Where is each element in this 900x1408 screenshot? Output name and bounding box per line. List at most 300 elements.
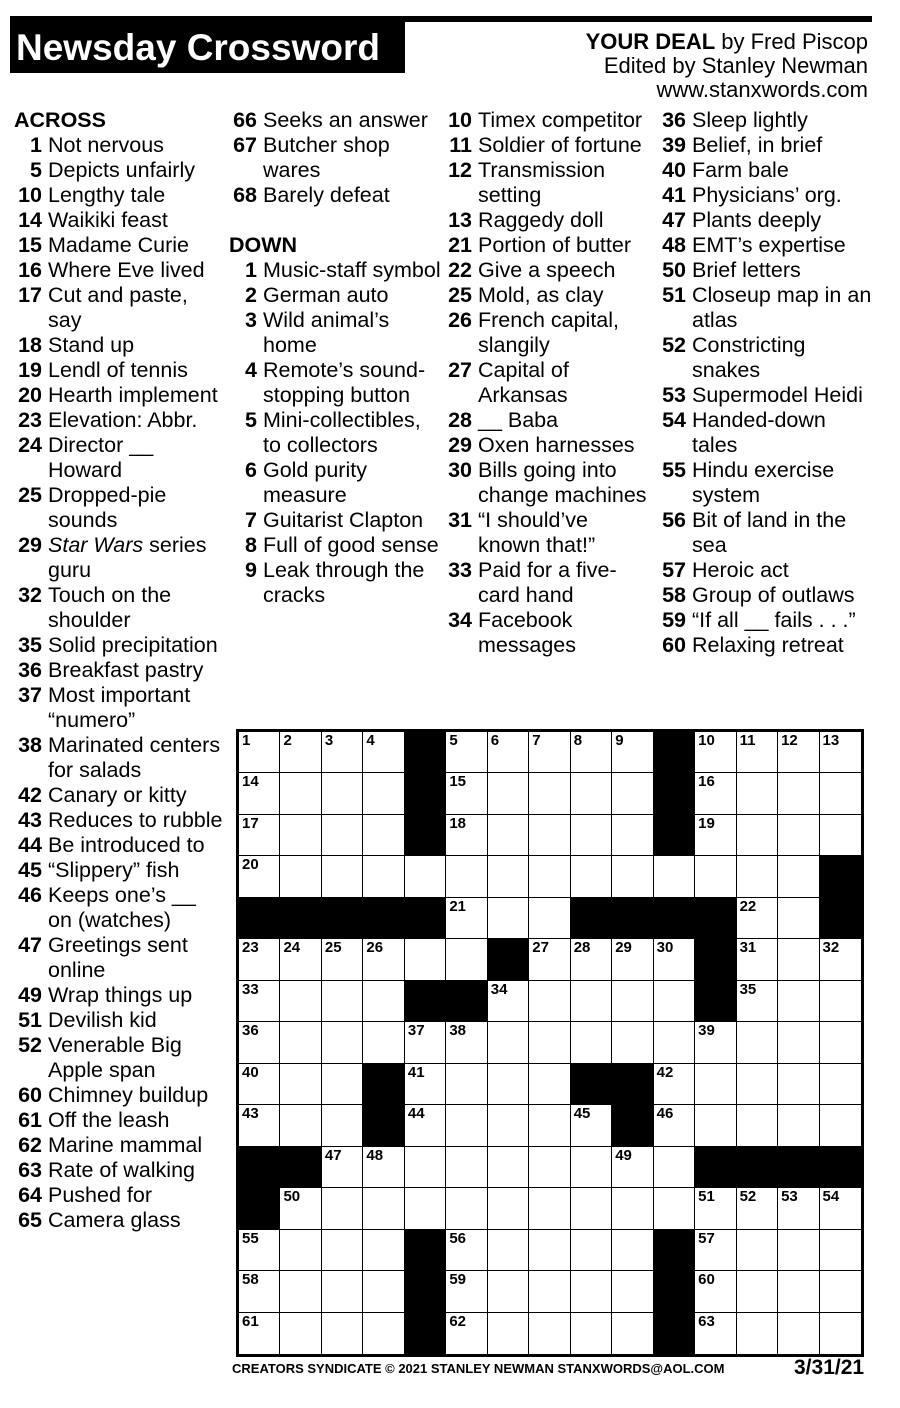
grid-cell — [405, 1147, 446, 1188]
cell-number: 44 — [407, 1105, 425, 1123]
clue-text: Wrap things up — [48, 983, 193, 1007]
clue-number: 56 — [662, 508, 686, 532]
grid-cell — [778, 815, 819, 856]
clue-number: 3 — [245, 308, 257, 332]
clue-number: 47 — [18, 933, 42, 957]
grid-cell — [529, 1271, 570, 1312]
grid-cell — [488, 815, 529, 856]
across-clue-67 — [229, 133, 441, 183]
grid-cell — [612, 981, 653, 1022]
clue-number: 20 — [18, 383, 42, 407]
clue-text: Most important “numero” — [48, 683, 191, 732]
grid-cell — [820, 1022, 861, 1063]
cell-number: 22 — [739, 897, 757, 915]
grid-cell — [488, 732, 529, 773]
clue-number: 2 — [245, 283, 257, 307]
grid-cell — [446, 1313, 487, 1354]
grid-block — [488, 939, 529, 980]
grid-cell — [488, 898, 529, 939]
grid-cell — [820, 815, 861, 856]
down-clue-11 — [444, 133, 656, 158]
grid-cell — [488, 1064, 529, 1105]
grid-cell — [280, 856, 321, 897]
puzzle-name: YOUR DEAL — [585, 29, 716, 54]
down-clue-41 — [658, 183, 873, 208]
across-clue-24 — [14, 433, 224, 483]
grid-cell — [322, 1313, 363, 1354]
grid-cell — [322, 1022, 363, 1063]
clue-number: 1 — [30, 133, 42, 157]
grid-cell — [737, 898, 778, 939]
cell-number: 40 — [242, 1063, 259, 1081]
clue-text: Soldier of fortune — [478, 133, 642, 157]
across-clue-45 — [14, 858, 224, 883]
clue-number: 22 — [448, 258, 472, 282]
grid-cell — [612, 1313, 653, 1354]
grid-block — [571, 1064, 612, 1105]
cell-number: 21 — [449, 897, 467, 915]
grid-cell — [446, 856, 487, 897]
clue-number: 54 — [662, 408, 686, 432]
grid-block — [239, 898, 280, 939]
down-clue-9 — [229, 558, 441, 608]
clue-number: 21 — [448, 233, 472, 257]
clue-text: Elevation: Abbr. — [48, 408, 198, 432]
across-clue-14 — [14, 208, 224, 233]
grid-cell — [488, 856, 529, 897]
grid-block — [612, 898, 653, 939]
clue-number: 67 — [233, 133, 257, 157]
clue-number: 8 — [245, 533, 257, 557]
grid-cell — [737, 981, 778, 1022]
across-clue-5 — [14, 158, 224, 183]
clue-number: 15 — [18, 233, 42, 257]
clue-text: Greetings sent online — [48, 933, 188, 982]
grid-cell — [571, 1230, 612, 1271]
clue-text: Remote’s sound-stopping button — [263, 358, 426, 407]
across-clue-60 — [14, 1083, 224, 1108]
grid-cell — [612, 939, 653, 980]
clue-number: 44 — [18, 833, 42, 857]
clue-number: 48 — [662, 233, 686, 257]
down-clue-29 — [444, 433, 656, 458]
clue-text: Pushed for — [48, 1183, 152, 1207]
cell-number: 35 — [739, 980, 757, 998]
grid-block — [695, 898, 736, 939]
across-clue-37 — [14, 683, 224, 733]
clue-text — [48, 533, 224, 583]
clue-text: EMT’s expertise — [692, 233, 846, 257]
grid-cell — [446, 1022, 487, 1063]
grid-cell — [322, 1230, 363, 1271]
across-clue-10 — [14, 183, 224, 208]
crossword-grid — [236, 729, 864, 1357]
down-clue-36 — [658, 108, 873, 133]
grid-cell — [778, 1022, 819, 1063]
down-clue-48 — [658, 233, 873, 258]
cell-number: 43 — [242, 1105, 259, 1123]
grid-block — [239, 1147, 280, 1188]
grid-block — [820, 1147, 861, 1188]
grid-cell — [405, 1022, 446, 1063]
clue-number: 62 — [18, 1133, 42, 1157]
clue-text: Chimney buildup — [48, 1083, 209, 1107]
grid-cell — [778, 732, 819, 773]
grid-block — [612, 1105, 653, 1146]
down-clue-12 — [444, 158, 656, 208]
down-clue-40 — [658, 158, 873, 183]
clue-text: Handed-down tales — [692, 408, 826, 457]
cell-number: 19 — [698, 814, 715, 832]
across-clue-65 — [14, 1208, 224, 1233]
clue-number: 5 — [30, 158, 42, 182]
cell-number: 62 — [449, 1312, 467, 1330]
clue-text: Give a speech — [478, 258, 616, 282]
grid-cell — [778, 981, 819, 1022]
clue-text: Not nervous — [48, 133, 164, 157]
down-clue-22 — [444, 258, 656, 283]
clue-number: 13 — [448, 208, 472, 232]
down-clue-59 — [658, 608, 873, 633]
clue-number: 50 — [662, 258, 686, 282]
clue-number: 55 — [662, 458, 686, 482]
clue-text: Hearth implement — [48, 383, 218, 407]
cell-number: 39 — [698, 1022, 715, 1040]
grid-block — [654, 898, 695, 939]
grid-cell — [280, 773, 321, 814]
grid-cell — [363, 1313, 404, 1354]
clue-number: 5 — [245, 408, 257, 432]
grid-cell — [571, 1313, 612, 1354]
clue-text-rest: series guru — [48, 533, 207, 582]
clue-number: 53 — [662, 383, 686, 407]
clue-text: “If all __ fails . . .” — [692, 608, 856, 632]
clue-text: Facebook messages — [478, 608, 576, 657]
clue-number: 68 — [233, 183, 257, 207]
page-title: Newsday Crossword — [10, 22, 405, 73]
clue-number: 18 — [18, 333, 42, 357]
grid-cell — [571, 1271, 612, 1312]
grid-cell — [612, 1230, 653, 1271]
across-clue-20 — [14, 383, 224, 408]
clue-text: Stand up — [48, 333, 135, 357]
clue-text: “Slippery” fish — [48, 858, 180, 882]
grid-block — [363, 898, 404, 939]
grid-cell — [529, 732, 570, 773]
grid-cell — [695, 773, 736, 814]
grid-cell — [322, 773, 363, 814]
grid-cell — [654, 1147, 695, 1188]
clue-text: Oxen harnesses — [478, 433, 635, 457]
grid-cell — [446, 1105, 487, 1146]
clue-number: 29 — [18, 533, 42, 557]
clue-number: 36 — [662, 108, 686, 132]
down-clue-53 — [658, 383, 873, 408]
down-clue-39 — [658, 133, 873, 158]
cell-number: 12 — [781, 732, 798, 749]
grid-block — [820, 856, 861, 897]
grid-block — [446, 981, 487, 1022]
cell-number: 24 — [283, 939, 301, 957]
cell-number: 50 — [283, 1188, 301, 1206]
grid-cell — [612, 732, 653, 773]
down-clue-25 — [444, 283, 656, 308]
cell-number: 17 — [242, 814, 259, 832]
grid-cell — [363, 1022, 404, 1063]
grid-cell — [239, 981, 280, 1022]
grid-block — [695, 981, 736, 1022]
grid-cell — [654, 856, 695, 897]
cell-number: 9 — [615, 732, 624, 749]
grid-cell — [654, 939, 695, 980]
clue-number: 37 — [18, 683, 42, 707]
clue-text: Barely defeat — [263, 183, 390, 207]
down-clue-47 — [658, 208, 873, 233]
clue-number: 25 — [448, 283, 472, 307]
down-clue-58 — [658, 583, 873, 608]
grid-cell — [280, 732, 321, 773]
grid-block — [654, 732, 695, 773]
across-clue-17 — [14, 283, 224, 333]
grid-cell — [280, 1022, 321, 1063]
grid-cell — [529, 981, 570, 1022]
grid-cell — [280, 1313, 321, 1354]
across-clue-64 — [14, 1183, 224, 1208]
across-clue-36 — [14, 658, 224, 683]
clue-text: Belief, in brief — [692, 133, 823, 157]
grid-cell — [239, 856, 280, 897]
grid-cell — [612, 815, 653, 856]
cell-number: 14 — [242, 773, 259, 791]
clue-number: 14 — [18, 208, 42, 232]
grid-block — [239, 1188, 280, 1229]
grid-cell — [695, 815, 736, 856]
across-clue-42 — [14, 783, 224, 808]
cell-number: 54 — [822, 1188, 840, 1206]
cell-number: 16 — [698, 773, 715, 791]
clue-text: Transmission setting — [478, 158, 606, 207]
down-clue-28 — [444, 408, 656, 433]
across-heading: ACROSS — [14, 108, 106, 132]
grid-cell — [280, 1230, 321, 1271]
cell-number: 49 — [615, 1146, 632, 1164]
grid-cell — [280, 815, 321, 856]
clue-number: 46 — [18, 883, 42, 907]
clue-number: 36 — [18, 658, 42, 682]
down-clue-10 — [444, 108, 656, 133]
clue-text: Leak through the cracks — [263, 558, 425, 607]
clue-number: 31 — [448, 508, 472, 532]
down-clue-1 — [229, 258, 441, 283]
grid-cell — [778, 939, 819, 980]
down-clue-26 — [444, 308, 656, 358]
clue-number: 25 — [18, 483, 42, 507]
grid-cell — [405, 1188, 446, 1229]
grid-cell — [488, 1230, 529, 1271]
grid-cell — [529, 1105, 570, 1146]
down-clue-8 — [229, 533, 441, 558]
grid-cell — [363, 732, 404, 773]
clue-number: 30 — [448, 458, 472, 482]
down-clue-27 — [444, 358, 656, 408]
clue-number: 26 — [448, 308, 472, 332]
grid-cell — [695, 1271, 736, 1312]
grid-cell — [571, 732, 612, 773]
clue-number: 65 — [18, 1208, 42, 1232]
cell-number: 42 — [656, 1063, 674, 1081]
clue-text: Sleep lightly — [692, 108, 808, 132]
grid-cell — [363, 1271, 404, 1312]
clue-number: 51 — [662, 283, 686, 307]
clue-number: 49 — [18, 983, 42, 1007]
grid-cell — [778, 1105, 819, 1146]
grid-cell — [446, 732, 487, 773]
clue-text: Portion of butter — [478, 233, 631, 257]
clue-text: Solid precipitation — [48, 633, 218, 657]
down-clue-6 — [229, 458, 441, 508]
cell-number: 7 — [532, 732, 541, 749]
down-clue-55 — [658, 458, 873, 508]
grid-cell — [405, 1105, 446, 1146]
clue-text: Farm bale — [692, 158, 789, 182]
grid-cell — [322, 1147, 363, 1188]
grid-block — [363, 1064, 404, 1105]
cell-number: 1 — [242, 732, 251, 749]
grid-cell — [405, 1064, 446, 1105]
grid-block — [280, 1147, 321, 1188]
grid-cell — [239, 1064, 280, 1105]
clue-text: Physicians’ org. — [692, 183, 842, 207]
clue-column-4 — [658, 108, 873, 658]
down-clue-54 — [658, 408, 873, 458]
across-clue-29 — [14, 533, 224, 583]
cell-number: 36 — [242, 1022, 259, 1040]
grid-cell — [488, 1313, 529, 1354]
grid-cell — [778, 1188, 819, 1229]
grid-cell — [280, 1271, 321, 1312]
grid-block — [405, 815, 446, 856]
byline — [586, 30, 868, 102]
across-clue-49 — [14, 983, 224, 1008]
grid-cell — [529, 815, 570, 856]
clue-text: Dropped-pie sounds — [48, 483, 167, 532]
grid-cell — [446, 815, 487, 856]
grid-cell — [239, 815, 280, 856]
grid-cell — [405, 856, 446, 897]
grid-cell — [571, 1188, 612, 1229]
grid-cell — [654, 1064, 695, 1105]
clue-text: Bit of land in the sea — [692, 508, 847, 557]
grid-cell — [778, 1064, 819, 1105]
cell-number: 8 — [573, 732, 583, 749]
grid-cell — [363, 773, 404, 814]
across-clue-25 — [14, 483, 224, 533]
clue-number: 7 — [245, 508, 257, 532]
grid-cell — [820, 1064, 861, 1105]
grid-cell — [363, 856, 404, 897]
cell-number: 51 — [698, 1188, 715, 1206]
grid-cell — [488, 1271, 529, 1312]
cell-number: 63 — [698, 1312, 715, 1330]
cell-number: 6 — [490, 732, 500, 749]
grid-block — [405, 981, 446, 1022]
grid-cell — [529, 1022, 570, 1063]
grid-cell — [654, 981, 695, 1022]
cell-number: 61 — [242, 1312, 259, 1330]
grid-cell — [239, 939, 280, 980]
grid-cell — [820, 1271, 861, 1312]
grid-cell — [778, 1271, 819, 1312]
grid-cell — [488, 1147, 529, 1188]
grid-block — [654, 773, 695, 814]
across-clue-16 — [14, 258, 224, 283]
grid-block — [280, 898, 321, 939]
clue-text: Mini-collectibles, to collectors — [263, 408, 421, 457]
cell-number: 45 — [573, 1105, 591, 1123]
clue-text: Gold purity measure — [263, 458, 367, 507]
across-clue-51 — [14, 1008, 224, 1033]
grid-cell — [363, 1230, 404, 1271]
cell-number: 30 — [656, 939, 674, 957]
clue-number: 6 — [245, 458, 257, 482]
grid-cell — [446, 1230, 487, 1271]
clue-number: 38 — [18, 733, 42, 757]
cell-number: 56 — [449, 1229, 467, 1247]
clue-number: 58 — [662, 583, 686, 607]
grid-cell — [280, 1064, 321, 1105]
cell-number: 52 — [739, 1188, 757, 1206]
grid-cell — [529, 856, 570, 897]
clue-number: 60 — [18, 1083, 42, 1107]
grid-cell — [612, 1271, 653, 1312]
grid-cell — [322, 981, 363, 1022]
grid-cell — [737, 815, 778, 856]
grid-cell — [654, 1022, 695, 1063]
clue-number: 59 — [662, 608, 686, 632]
clue-number: 51 — [18, 1008, 42, 1032]
clue-text: Madame Curie — [48, 233, 189, 257]
grid-cell — [239, 1230, 280, 1271]
clue-number: 35 — [18, 633, 42, 657]
across-clue-62 — [14, 1133, 224, 1158]
down-clue-52 — [658, 333, 873, 383]
clue-text: Breakfast pastry — [48, 658, 204, 682]
clue-number: 43 — [18, 808, 42, 832]
down-clue-21 — [444, 233, 656, 258]
cell-number: 59 — [449, 1271, 467, 1289]
grid-cell — [737, 1064, 778, 1105]
clue-number: 52 — [18, 1033, 42, 1057]
clue-number: 64 — [18, 1183, 42, 1207]
clue-number: 42 — [18, 783, 42, 807]
grid-cell — [695, 1022, 736, 1063]
grid-cell — [737, 773, 778, 814]
clue-number: 63 — [18, 1158, 42, 1182]
grid-cell — [612, 773, 653, 814]
clue-text: Waikiki feast — [48, 208, 168, 232]
author: by Fred Piscop — [721, 29, 868, 54]
grid-cell — [695, 1230, 736, 1271]
grid-cell — [280, 1105, 321, 1146]
down-clue-13 — [444, 208, 656, 233]
cell-number: 4 — [366, 732, 375, 749]
grid-cell — [322, 856, 363, 897]
puzzle-date: 3/31/21 — [794, 1356, 865, 1379]
grid-cell — [446, 1271, 487, 1312]
clue-number: 57 — [662, 558, 686, 582]
cell-number: 60 — [698, 1271, 715, 1289]
clue-number: 41 — [662, 183, 686, 207]
